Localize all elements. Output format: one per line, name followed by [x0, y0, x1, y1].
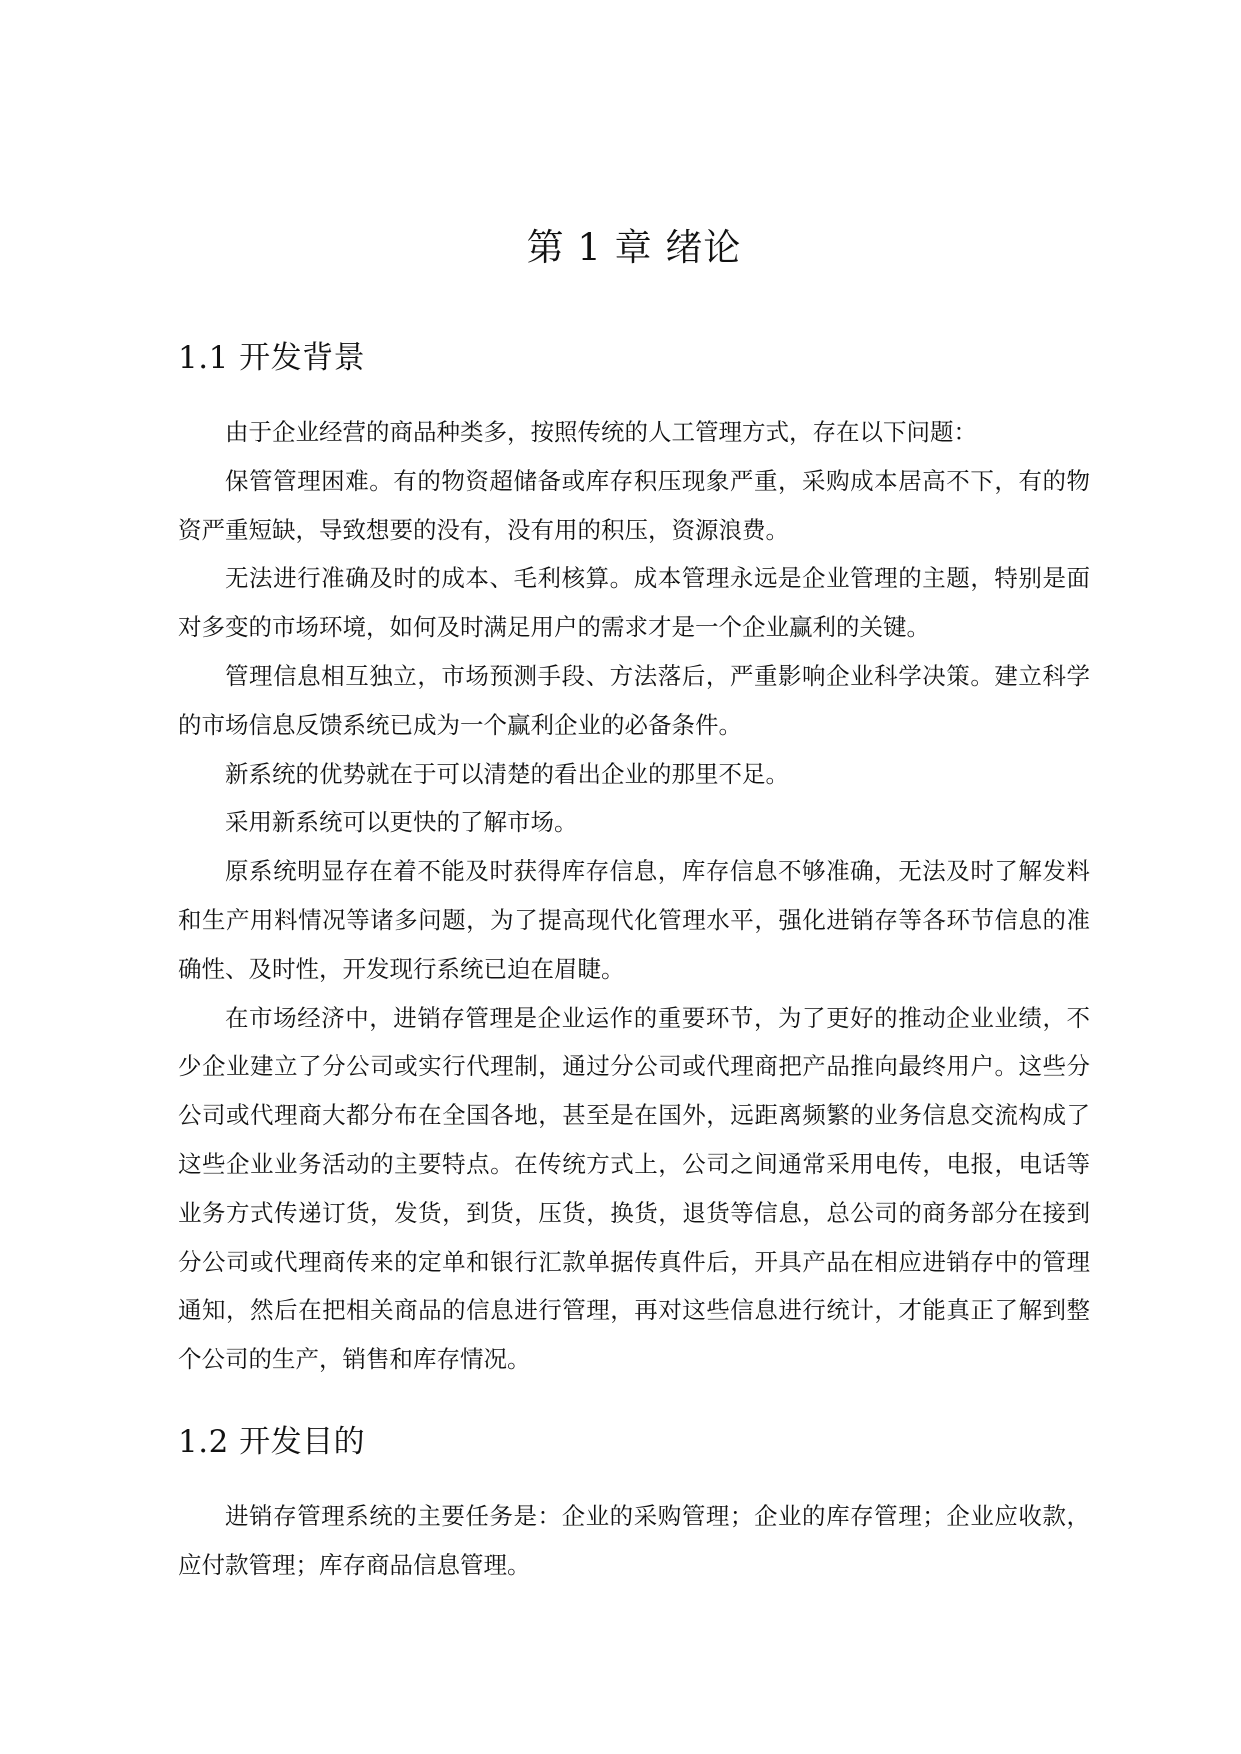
paragraph: 由于企业经营的商品种类多，按照传统的人工管理方式，存在以下问题： [225, 418, 977, 446]
section-development-purpose [178, 1420, 1090, 1590]
paragraph: 管理信息相互独立，市场预测手段、方法落后，严重影响企业科学决策。建立科学的市场信息反馈系统已成为一个赢利企业的必备条件。 [178, 661, 1090, 739]
section-body [178, 1492, 1090, 1590]
paragraph: 新系统的优势就在于可以清楚的看出企业的那里不足。 [225, 759, 789, 788]
section-body [178, 408, 1090, 1384]
paragraph: 保管管理困难。有的物资超储备或库存积压现象严重，采购成本居高不下，有的物资严重短缺，导致想要的没有，没有用的积压，资源浪费。 [178, 466, 1090, 544]
paragraph: 采用新系统可以更快的了解市场。 [225, 808, 578, 837]
page-content [178, 222, 1090, 1590]
paragraph: 原系统明显存在着不能及时获得库存信息，库存信息不够准确，无法及时了解发料和生产用料情况等诸多问题，为了提高现代化管理水平，强化进销存等各环节信息的准确性、及时性，开发现行系统已迫在眉睫。 [178, 857, 1090, 983]
paragraph: 无法进行准确及时的成本、毛利核算。成本管理永远是企业管理的主题，特别是面对多变的市场环境，如何及时满足用户的需求才是一个企业赢利的关键。 [178, 564, 1090, 642]
section-title: 1.2 开发目的 [178, 1423, 366, 1460]
paragraph: 进销存管理系统的主要任务是：企业的采购管理；企业的库存管理；企业应收款，应付款管理；库存商品信息管理。 [178, 1501, 1090, 1579]
paragraph: 在市场经济中，进销存管理是企业运作的重要环节，为了更好的推动企业业绩，不少企业建立了分公司或实行代理制，通过分公司或代理商把产品推向最终用户。这些分公司或代理商大都分布在全国各地，甚至是在国外，远距离频繁的业务信息交流构成了这些企业业务活动的主要特点。在传统方式上，公司之间通常采用电传，电报，电话等业务方式传递订货，发货，到货，压货，换货，退货等信息，总公司的商务部分在接到分公司或代理商传来的定单和银行汇款单据传真件后，开具产品在相应进销存中的管理通知，然后在把相关商品的信息进行管理，再对这些信息进行统计，才能真正了解到整个公司的生产，销售和库存情况。 [178, 1003, 1090, 1374]
section-development-background [178, 336, 1090, 1384]
chapter-title: 第 1 章 绪论 [526, 226, 742, 269]
section-title: 1.1 开发背景 [178, 340, 366, 376]
